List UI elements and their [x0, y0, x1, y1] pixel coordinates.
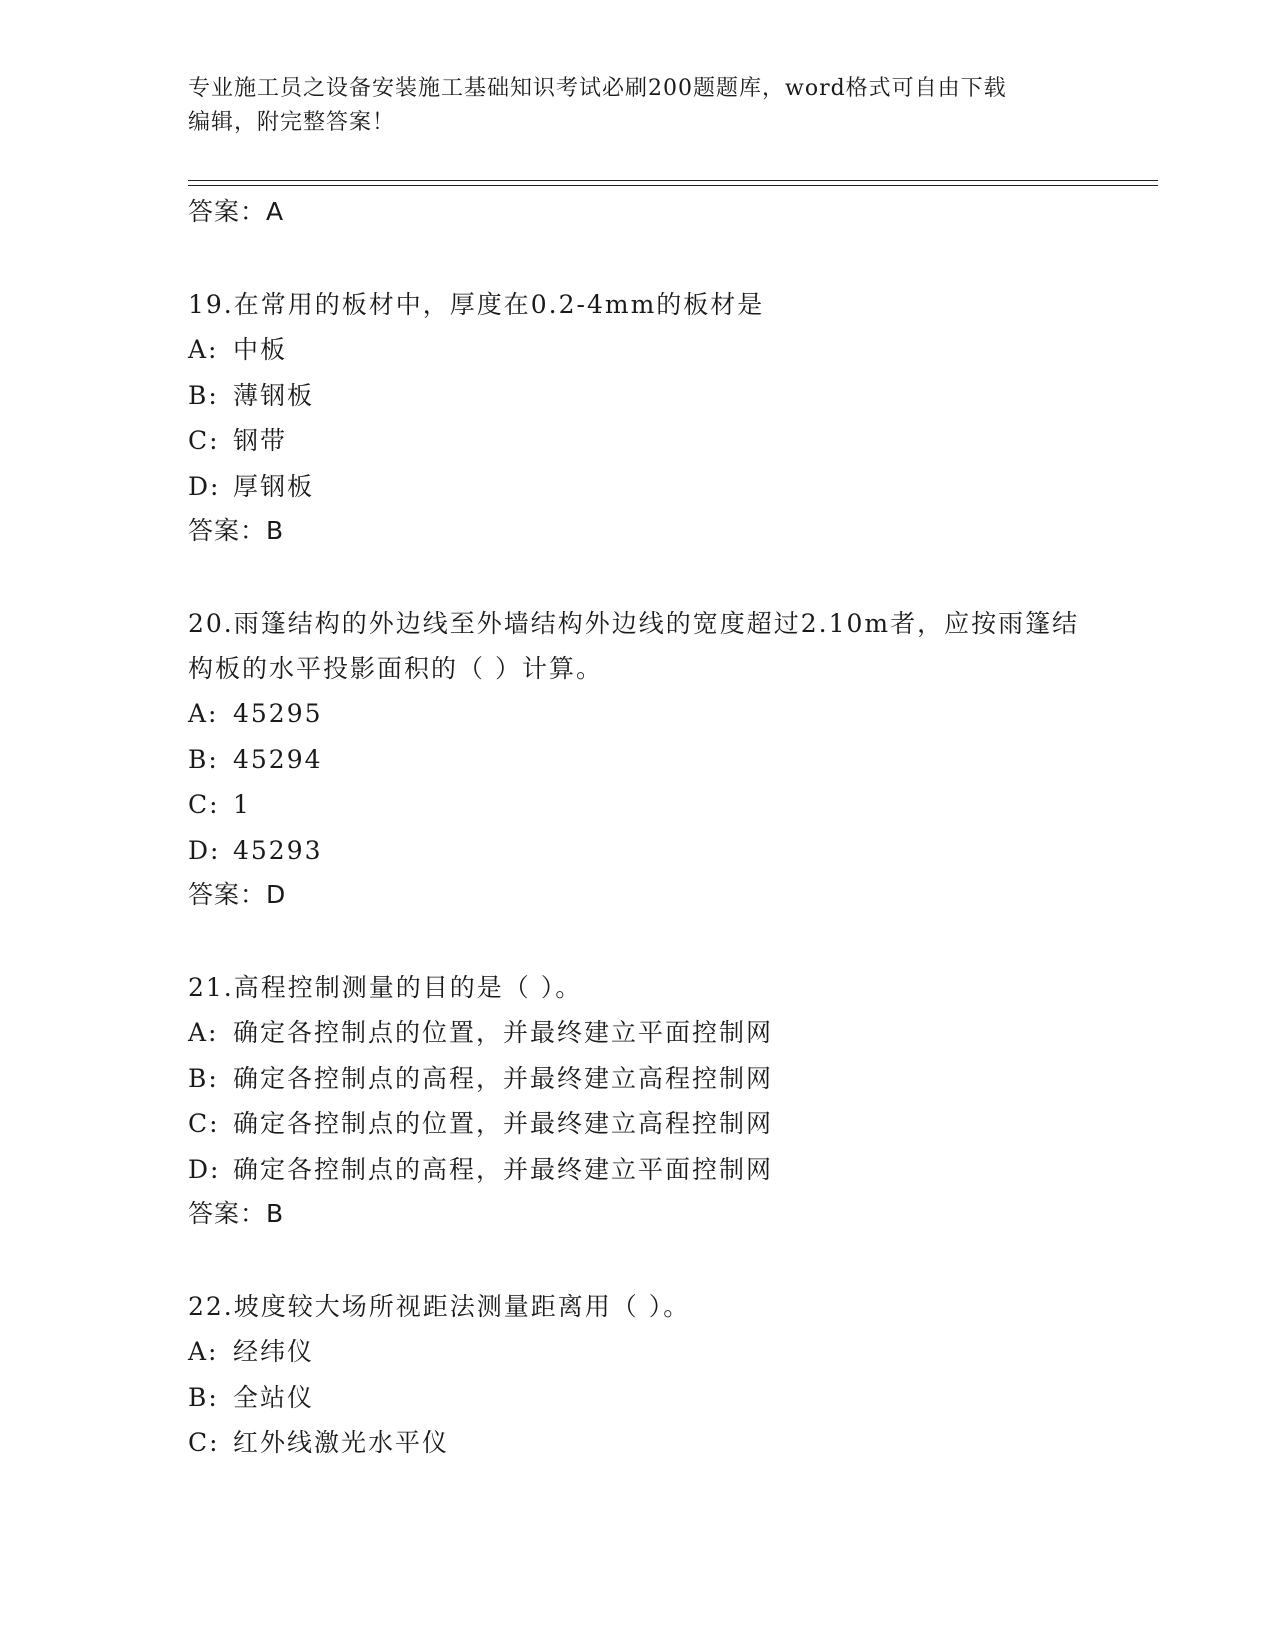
answer-value: B	[266, 1199, 285, 1228]
answer-line	[188, 1192, 1088, 1236]
option-text: 确定各控制点的位置，并最终建立高程控制网	[233, 1109, 774, 1138]
option-text: 确定各控制点的高程，并最终建立平面控制网	[233, 1154, 774, 1184]
option-d	[188, 464, 1088, 510]
option-a	[188, 327, 1088, 373]
question-block	[188, 282, 1088, 553]
option-text: 45294	[233, 744, 323, 774]
option-c	[188, 418, 1088, 464]
option-letter: A:	[188, 1018, 219, 1047]
option-a	[188, 691, 1088, 737]
option-d	[188, 1147, 1088, 1193]
answer-line	[188, 873, 1088, 917]
option-b	[188, 373, 1088, 419]
option-c	[188, 782, 1088, 828]
option-letter: A:	[188, 699, 219, 728]
answer-label: 答案：	[188, 880, 267, 909]
question-text: 20.雨篷结构的外边线至外墙结构外边线的宽度超过2.10m者，应按雨篷结构板的水平投影面积的（ ）计算。	[188, 609, 1080, 683]
option-text: 厚钢板	[233, 471, 315, 501]
answer-value: A	[266, 197, 285, 226]
question-block	[188, 965, 1088, 1236]
answer-line	[188, 190, 1088, 234]
answer-label: 答案：	[188, 516, 267, 545]
answer-value: D	[266, 880, 287, 909]
option-text: 45293	[233, 835, 323, 865]
question-block	[188, 601, 1088, 917]
option-c	[188, 1101, 1088, 1147]
answer-label: 答案：	[188, 1199, 267, 1228]
option-text: 红外线激光水平仪	[233, 1428, 450, 1457]
option-text: 薄钢板	[233, 380, 315, 410]
option-text: 钢带	[233, 426, 288, 455]
option-letter: C:	[188, 790, 220, 819]
option-text: 1	[233, 790, 251, 819]
question-list	[188, 190, 1088, 1466]
option-c	[188, 1420, 1088, 1466]
option-b	[188, 1056, 1088, 1102]
header-rule-bottom	[188, 185, 1158, 186]
page-header	[188, 72, 1068, 140]
question-text: 22.坡度较大场所视距法测量距离用（ ）。	[188, 1292, 691, 1321]
option-letter: C:	[188, 1109, 220, 1138]
question-block	[188, 1284, 1088, 1466]
answer-label: 答案：	[188, 197, 267, 226]
option-text: 中板	[233, 335, 288, 364]
header-rule-top	[188, 180, 1158, 181]
header-line-1: 专业施工员之设备安装施工基础知识考试必刷200题题库，word格式可自由下载	[188, 76, 1007, 101]
option-letter: C:	[188, 1428, 220, 1457]
answer-value: B	[266, 516, 285, 545]
option-a	[188, 1329, 1088, 1375]
option-a	[188, 1010, 1088, 1056]
option-text: 45295	[233, 699, 323, 728]
answer-line	[188, 509, 1088, 553]
option-letter: B:	[188, 380, 219, 410]
header-line-2: 编辑，附完整答案！	[188, 110, 396, 135]
option-letter: B:	[188, 1063, 219, 1093]
option-letter: D:	[188, 471, 221, 501]
option-letter: D:	[188, 835, 221, 865]
option-text: 全站仪	[233, 1382, 315, 1412]
option-letter: A:	[188, 335, 219, 364]
option-b	[188, 1375, 1088, 1421]
option-text: 经纬仪	[233, 1337, 315, 1366]
option-d	[188, 828, 1088, 874]
option-b	[188, 737, 1088, 783]
option-letter: B:	[188, 744, 219, 774]
option-letter: C:	[188, 426, 220, 455]
option-text: 确定各控制点的位置，并最终建立平面控制网	[233, 1018, 774, 1047]
question-text: 21.高程控制测量的目的是（ ）。	[188, 973, 583, 1002]
option-letter: D:	[188, 1154, 221, 1184]
option-letter: B:	[188, 1382, 219, 1412]
option-letter: A:	[188, 1337, 219, 1366]
option-text: 确定各控制点的高程，并最终建立高程控制网	[233, 1063, 774, 1093]
question-text: 19.在常用的板材中，厚度在0.2-4mm的板材是	[188, 290, 765, 319]
